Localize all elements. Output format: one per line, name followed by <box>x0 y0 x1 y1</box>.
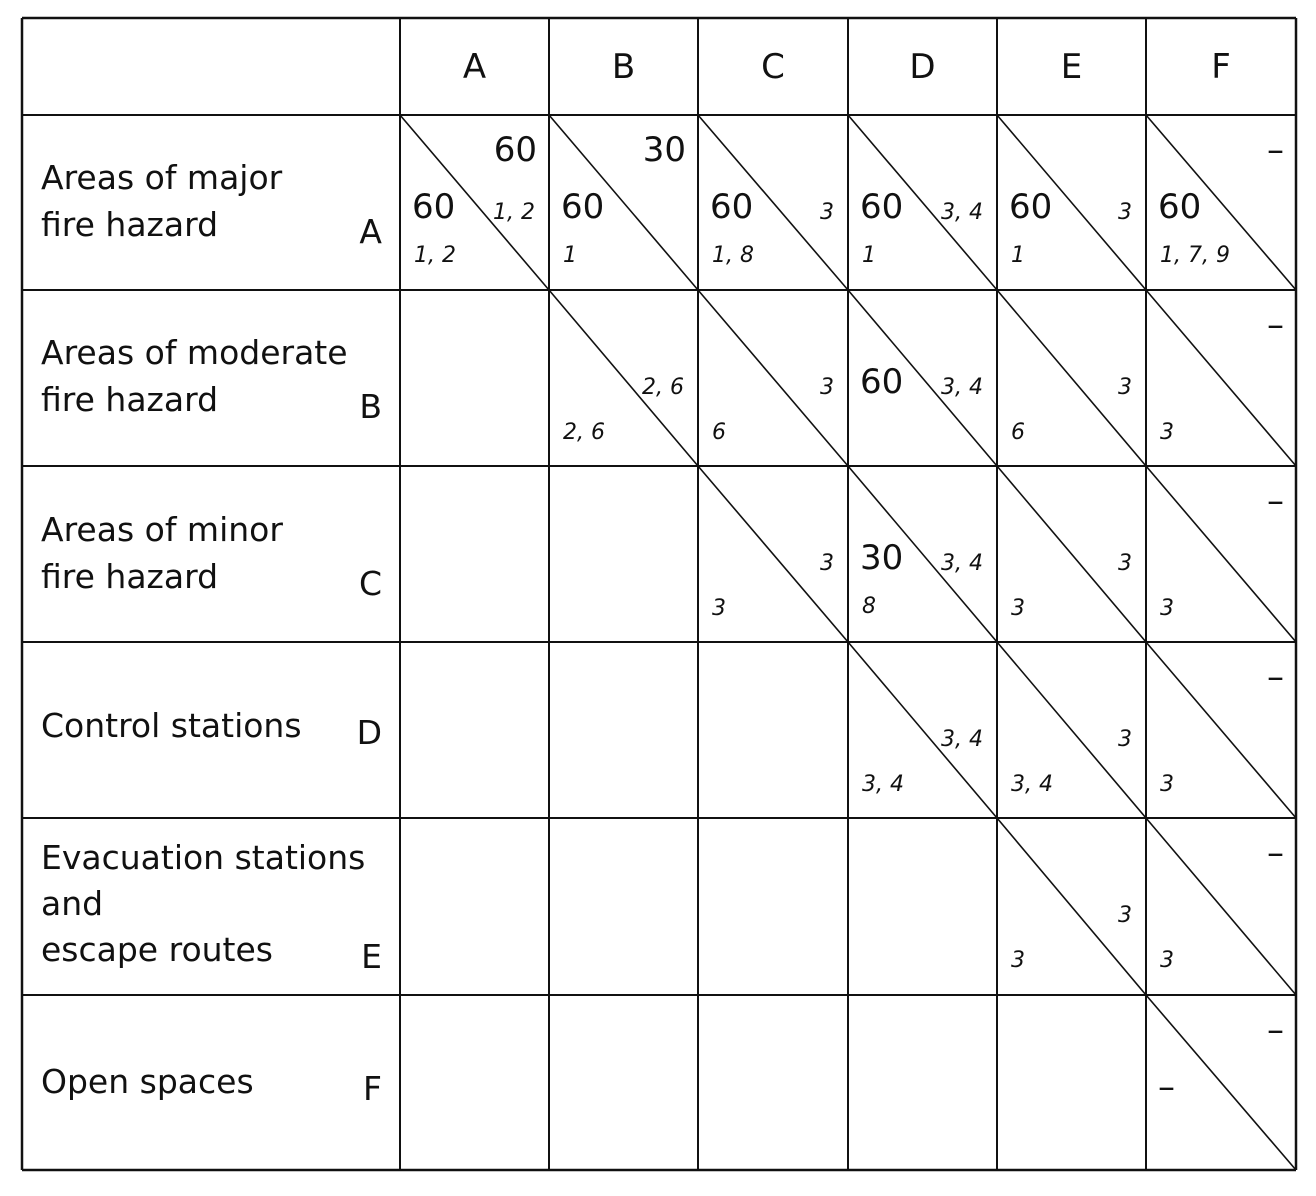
cell-bottom-note: 1 <box>1011 243 1025 268</box>
column-header: D <box>909 47 936 87</box>
cell-bottom-value: 60 <box>1009 187 1053 227</box>
column-header: A <box>462 47 487 87</box>
cell-top-note: 3 <box>1118 903 1132 928</box>
cell-bottom-note: 6 <box>712 420 726 445</box>
row-letter: F <box>363 1069 382 1108</box>
row-label-line: fire hazard <box>41 380 219 419</box>
cell-bottom-value: 60 <box>860 187 904 227</box>
row-letter: D <box>356 713 382 752</box>
cell-bottom-note: 1 <box>563 243 577 268</box>
cell-top-note: 3, 4 <box>941 727 983 752</box>
cell-top-value: – <box>1267 833 1284 873</box>
row-label-line: Control stations <box>41 706 302 745</box>
cell-top-value: 30 <box>642 130 686 170</box>
row-label-line: Areas of major <box>41 158 283 197</box>
row-label-line: Areas of minor <box>41 510 283 549</box>
row-letter: C <box>358 564 382 603</box>
cell-top-note: 3 <box>820 551 834 576</box>
cell-bottom-note: 3 <box>1160 948 1174 973</box>
cell-top-note: 3, 4 <box>941 375 983 400</box>
cell-bottom-note: 2, 6 <box>563 420 605 445</box>
cell-top-note: 3, 4 <box>941 551 983 576</box>
row-label-line: Open spaces <box>41 1062 254 1101</box>
cell-bottom-note: 3 <box>1160 420 1174 445</box>
cell-bottom-value: 60 <box>561 187 605 227</box>
cell-bottom-note: 3, 4 <box>1011 772 1053 797</box>
row-letter: B <box>359 387 382 426</box>
cell-top-value: 60 <box>493 130 537 170</box>
cell-bottom-value: 60 <box>710 187 754 227</box>
cell-bottom-note: 1, 7, 9 <box>1160 243 1230 268</box>
row-label-line: and <box>41 884 104 923</box>
cell-bottom-note: 1, 8 <box>712 243 754 268</box>
cell-top-note: 3 <box>1118 200 1132 225</box>
cell-bottom-note: 6 <box>1011 420 1025 445</box>
cell-bottom-value: – <box>1158 1067 1175 1107</box>
cell-top-note: 3 <box>1118 375 1132 400</box>
cell-bottom-note: 1 <box>862 243 876 268</box>
column-header: F <box>1211 47 1231 87</box>
cell-top-note: 3 <box>1118 551 1132 576</box>
cell-top-value: – <box>1267 657 1284 697</box>
cell-bottom-value: 60 <box>412 187 456 227</box>
row-label-line: escape routes <box>41 930 273 969</box>
cell-top-note: 3, 4 <box>941 200 983 225</box>
column-header: C <box>761 47 785 87</box>
cell-bottom-note: 3 <box>1011 596 1025 621</box>
column-header: B <box>611 47 636 87</box>
cell-top-note: 1, 2 <box>493 200 535 225</box>
cell-bottom-note: 3 <box>1160 772 1174 797</box>
cell-top-note: 3 <box>820 375 834 400</box>
cell-bottom-note: 3 <box>1160 596 1174 621</box>
row-letter: E <box>361 937 382 976</box>
row-label-line: fire hazard <box>41 557 219 596</box>
cell-top-value: – <box>1267 305 1284 345</box>
cell-bottom-value: 60 <box>860 362 904 402</box>
cell-bottom-note: 3 <box>1011 948 1025 973</box>
cell-bottom-value: 60 <box>1158 187 1202 227</box>
cell-top-value: – <box>1267 130 1284 170</box>
cell-bottom-note: 8 <box>862 594 876 619</box>
cell-top-note: 3 <box>820 200 834 225</box>
row-label-line: Areas of moderate <box>41 333 348 372</box>
row-letter: A <box>359 212 382 251</box>
cell-top-value: – <box>1267 1010 1284 1050</box>
cell-top-value: – <box>1267 481 1284 521</box>
column-header: E <box>1060 47 1083 87</box>
cell-bottom-note: 3, 4 <box>862 772 904 797</box>
cell-bottom-note: 3 <box>712 596 726 621</box>
cell-top-note: 2, 6 <box>642 375 684 400</box>
row-label-line: Evacuation stations <box>41 838 366 877</box>
cell-bottom-note: 1, 2 <box>414 243 456 268</box>
cell-top-note: 3 <box>1118 727 1132 752</box>
cell-bottom-value: 30 <box>860 538 904 578</box>
row-label-line: fire hazard <box>41 205 219 244</box>
